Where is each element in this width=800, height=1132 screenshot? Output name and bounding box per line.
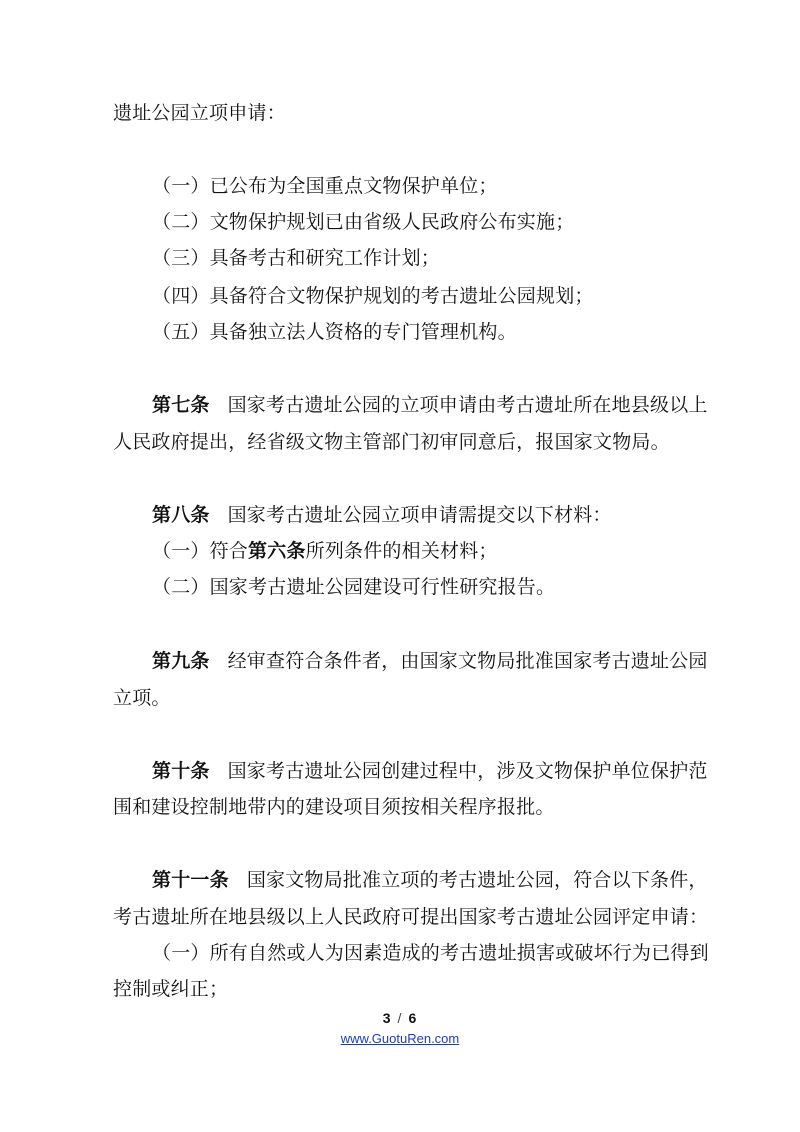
list-item: （五）具备独立法人资格的专门管理机构。: [152, 321, 517, 343]
article-heading: 第九条: [152, 650, 210, 672]
article-text: 经审查符合条件者，由国家文物局批准国家考古遗址公园: [227, 650, 708, 672]
list-item: （二）文物保护规划已由省级人民政府公布实施；: [152, 211, 575, 233]
article-9: [152, 649, 742, 673]
list-item: （一）所有自然或人为因素造成的考古遗址损害或破坏行为已得到: [152, 942, 709, 964]
list-item: （一）已公布为全国重点文物保护单位；: [152, 175, 498, 197]
page-number: [0, 1010, 800, 1026]
text-line: 遗址公园立项申请：: [113, 102, 286, 124]
article-11: [152, 868, 742, 892]
list-item: （三）具备考古和研究工作计划；: [152, 247, 441, 269]
website-link[interactable]: www.GuotuRen.com: [340, 1031, 460, 1046]
list-item: （二）国家考古遗址公园建设可行性研究报告。: [152, 576, 556, 598]
article-heading: 第十条: [152, 760, 210, 782]
list-item: （四）具备符合文物保护规划的考古遗址公园规划；: [152, 285, 594, 307]
article-text: 国家考古遗址公园立项申请需提交以下材料：: [227, 504, 612, 526]
article-text: 国家考古遗址公园创建过程中，涉及文物保护单位保护范: [227, 760, 708, 782]
text-line: 立项。: [113, 687, 171, 709]
total-pages: 6: [408, 1010, 418, 1026]
article-text: 国家文物局批准立项的考古遗址公园，符合以下条件，: [246, 869, 708, 891]
article-reference: 第六条: [248, 540, 306, 562]
article-heading: 第七条: [152, 394, 210, 416]
list-item-suffix: 所列条件的相关材料；: [305, 540, 498, 562]
text-line: 人民政府提出，经省级文物主管部门初审同意后，报国家文物局。: [113, 431, 670, 453]
article-text: 国家考古遗址公园的立项申请由考古遗址所在地县级以上: [227, 394, 708, 416]
page-separator: /: [397, 1010, 403, 1026]
text-line: 控制或纠正；: [113, 978, 229, 1000]
article-10: [152, 759, 742, 783]
list-item-prefix: （一）符合: [152, 540, 249, 562]
article-8: [152, 503, 742, 527]
text-line: 围和建设控制地带内的建设项目须按相关程序报批。: [113, 796, 555, 818]
list-item: [152, 539, 742, 563]
text-line: 考古遗址所在地县级以上人民政府可提出国家考古遗址公园评定申请：: [113, 906, 709, 928]
article-7: [152, 393, 742, 417]
article-heading: 第八条: [152, 504, 210, 526]
article-heading: 第十一条: [152, 869, 229, 891]
current-page: 3: [382, 1010, 392, 1026]
